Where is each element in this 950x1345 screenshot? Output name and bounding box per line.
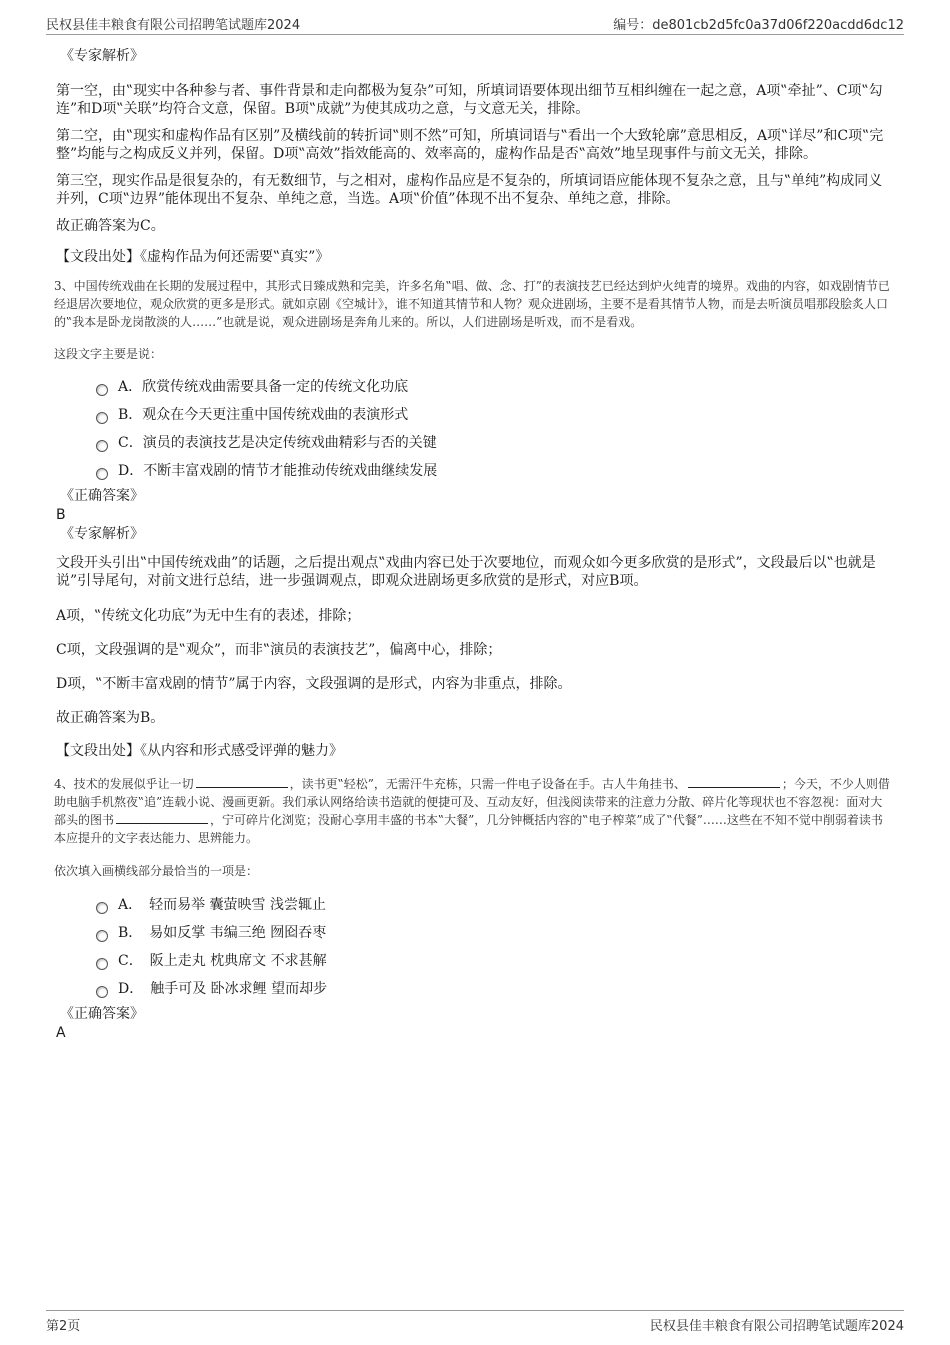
radio-icon[interactable] [96, 384, 108, 396]
q2-analysis-para-1: 第一空，由‟现实中各种参与者、事件背景和走向都极为复杂”可知，所填词语要体现出细节互相纠缠在一起之意，A项‟牵扯”、C项‟勾连”和D项‟关联”均符合文意，保留。B项‟成就”为使其成功之意，与文意无关，排除。 [56, 83, 883, 117]
q4-answer: A [56, 1025, 66, 1041]
page-number: 第2页 [46, 1319, 81, 1334]
page-content [56, 44, 894, 1043]
q4-stem: 4、技术的发展似乎让一切 ，读书更‟轻松”，无需汗牛充栋，只需一件电子设备在手。古人牛角挂书、 ；今天，不少人则借助电脑手机熬夜‟追”连载小说、漫画更新。我们承认网络给读书造就的便捷可及、互动友好，但浅阅读带来的注意力分散、碎片化等现状也不容忽视：面对大部头的图书 ，宁可碎片化浏览；没耐心享用丰盛的书本‟大餐”，几分钟概括内容的‟电子榨菜”成了‟代餐”……这些在不知不觉中削弱着读书本应提升的文字表达能力、思辨能力。 [54, 777, 890, 845]
q4-option-b[interactable]: B． 易如反掌 韦编三绝 囫囵吞枣 [96, 923, 894, 943]
header-title: 民权县佳丰粮食有限公司招聘笔试题库2024 [46, 18, 301, 33]
q3-option-b[interactable]: B．观众在今天更注重中国传统戏曲的表演形式 [96, 405, 894, 425]
q3-stem: 3、中国传统戏曲在长期的发展过程中，其形式日臻成熟和完美，许多名角‟唱、做、念、打”的表演技艺已经达到炉火纯青的境界。戏曲的内容，如戏剧情节已经退居次要地位，观众欣赏的更多是形式。就如京剧《空城计》，谁不知道其情节和人物？观众进剧场，主要不是看其情节人物，而是去听演员唱那段脍炙人口的‟我本是卧龙岗散淡的人……”也就是说，观众进剧场是奔角儿来的。所以，人们进剧场是听戏，而不是看戏。 [54, 279, 890, 329]
q3-options [56, 377, 894, 481]
q2-source: 【文段出处】《虚构作品为何还需要‟真实”》 [56, 249, 330, 265]
radio-icon[interactable] [96, 902, 108, 914]
radio-icon[interactable] [96, 986, 108, 998]
q3-analysis-label: 《专家解析》 [60, 526, 144, 542]
radio-icon[interactable] [96, 958, 108, 970]
q3-source: 【文段出处】《从内容和形式感受评弹的魅力》 [56, 743, 343, 759]
fill-blank-1 [196, 775, 288, 788]
q3-analysis-para-2: A项，‟传统文化功底”为无中生有的表述，排除； [56, 608, 361, 624]
q4-option-c[interactable]: C． 阪上走丸 枕典席文 不求甚解 [96, 951, 894, 971]
q4-answer-label: 《正确答案》 [60, 1006, 144, 1022]
page-header [46, 14, 904, 35]
q3-prompt: 这段文字主要是说： [54, 347, 163, 361]
page-footer [46, 1310, 904, 1333]
q2-conclusion: 故正确答案为C。 [56, 218, 165, 234]
q3-answer-label: 《正确答案》 [60, 488, 144, 504]
header-document-id: 编号：de801cb2d5fc0a37d06f220acdd6dc12 [613, 18, 904, 33]
q4-options [56, 895, 894, 999]
q3-answer: B [56, 507, 66, 523]
q3-option-d[interactable]: D．不断丰富戏剧的情节才能推动传统戏曲继续发展 [96, 461, 894, 481]
radio-icon[interactable] [96, 412, 108, 424]
q3-option-c[interactable]: C．演员的表演技艺是决定传统戏曲精彩与否的关键 [96, 433, 894, 453]
q3-conclusion: 故正确答案为B。 [56, 710, 165, 726]
fill-blank-3 [116, 811, 208, 824]
q2-analysis-para-2: 第二空，由‟现实和虚构作品有区别”及横线前的转折词‟则不然”可知，所填词语与‟看出一个大致轮廓”意思相反，A项‟详尽”和C项‟完整”均能与之构成反义并列，保留。D项‟高效”指效能高的、效率高的，虚构作品是否‟高效”地呈现事件与前文无关，排除。 [56, 128, 884, 162]
q4-prompt: 依次填入画横线部分最恰当的一项是： [54, 864, 259, 878]
q3-analysis-para-3: C项，文段强调的是‟观众”，而非‟演员的表演技艺”，偏离中心，排除； [56, 642, 502, 658]
q3-analysis-para-1: 文段开头引出‟中国传统戏曲”的话题，之后提出观点‟戏曲内容已处于次要地位，而观众如今更多欣赏的是形式”，文段最后以‟也就是说”引导尾句，对前文进行总结，进一步强调观点，即观众进剧场更多欣赏的是形式，对应B项。 [56, 555, 876, 589]
q3-option-a[interactable]: A．欣赏传统戏曲需要具备一定的传统文化功底 [96, 377, 894, 397]
q3-analysis-para-4: D项，‟不断丰富戏剧的情节”属于内容，文段强调的是形式，内容为非重点，排除。 [56, 676, 572, 692]
q2-analysis-label: 《专家解析》 [60, 48, 144, 64]
footer-title: 民权县佳丰粮食有限公司招聘笔试题库2024 [649, 1319, 904, 1334]
q4-option-a[interactable]: A． 轻而易举 囊萤映雪 浅尝辄止 [96, 895, 894, 915]
radio-icon[interactable] [96, 468, 108, 480]
q2-analysis-para-3: 第三空，现实作品是很复杂的，有无数细节，与之相对，虚构作品应是不复杂的，所填词语应能体现不复杂之意，且与‟单纯”构成同义并列，C项‟边界”能体现出不复杂、单纯之意，当选。A项‟价值”体现不出不复杂、单纯之意，排除。 [56, 173, 883, 207]
q4-option-d[interactable]: D． 触手可及 卧冰求鲤 望而却步 [96, 979, 894, 999]
radio-icon[interactable] [96, 930, 108, 942]
fill-blank-2 [688, 775, 780, 788]
radio-icon[interactable] [96, 440, 108, 452]
